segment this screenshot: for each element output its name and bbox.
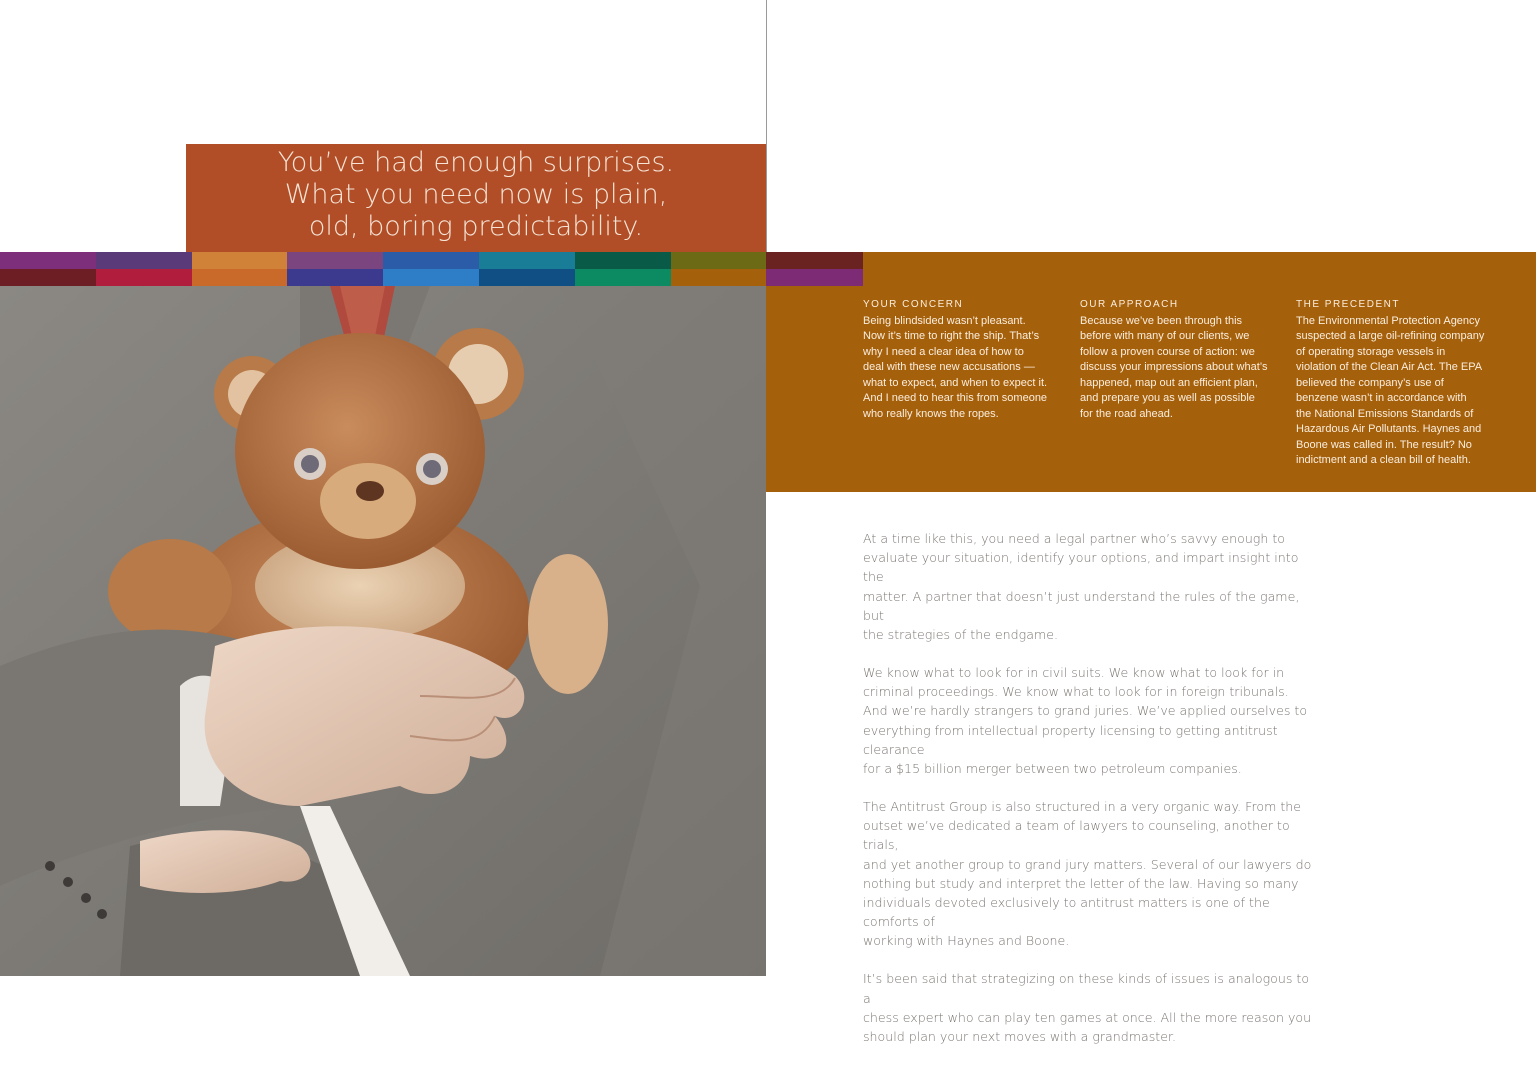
column-body [1296, 314, 1516, 469]
column-heading: OUR APPROACH [1080, 299, 1179, 310]
body-copy [863, 529, 1313, 1065]
headline [186, 147, 766, 243]
color-stripe-block [671, 252, 767, 269]
color-stripe-block [671, 269, 767, 286]
column-heading: THE PRECEDENT [1296, 299, 1400, 310]
color-stripe-block [96, 252, 192, 269]
body-paragraph [863, 969, 1313, 1046]
color-stripe-block [766, 269, 862, 286]
column-line: And I need to hear this from someone [863, 392, 1048, 404]
column-line: violation of the Clean Air Act. The EPA [1296, 361, 1483, 373]
body-line: working with Haynes and Boone. [863, 933, 1070, 949]
body-line: evaluate your situation, identify your options, and impart insight into the [863, 550, 1299, 585]
headline-panel [186, 144, 766, 252]
column-our-approach [1080, 297, 1285, 422]
column-line: benzene wasn’t in accordance with [1296, 392, 1467, 404]
column-line: believed the company’s use of [1296, 376, 1444, 389]
color-stripe-block [287, 269, 383, 286]
body-line: and yet another group to grand jury matters. Several of our lawyers do [863, 856, 1312, 872]
body-line: the strategies of the endgame. [863, 627, 1058, 643]
color-stripe-block [479, 252, 575, 269]
body-line: outset we’ve dedicated a team of lawyers to counseling, another to trials, [863, 818, 1290, 853]
column-line: and prepare you as well as possible [1080, 392, 1255, 404]
color-stripe-block [383, 269, 479, 286]
body-line: The Antitrust Group is also structured in a very organic way. From the [863, 799, 1302, 815]
column-line: Boone was called in. The result? No [1296, 438, 1472, 451]
body-line: should plan your next moves with a grandmaster. [863, 1029, 1177, 1045]
color-stripe-block [575, 252, 671, 269]
column-line: Because we’ve been through this [1080, 314, 1243, 327]
column-line: Hazardous Air Pollutants. Haynes and [1296, 423, 1482, 435]
page-spine-divider [766, 0, 767, 252]
headline-line: You’ve had enough surprises. [277, 147, 675, 178]
column-line: happened, map out an efficient plan, [1080, 376, 1258, 389]
body-line: nothing but study and interpret the letter of the law. Having so many [863, 875, 1299, 891]
color-stripes [0, 252, 862, 286]
column-heading: YOUR CONCERN [863, 299, 964, 310]
color-stripe-block [575, 269, 671, 286]
column-line: why I need a clear idea of how to [863, 345, 1024, 358]
column-line: Now it’s time to right the ship. That’s [863, 330, 1040, 342]
color-stripe-block [0, 252, 96, 269]
teddy-bear-photo [0, 286, 766, 976]
body-line: everything from intellectual property licensing to getting antitrust clearance [863, 722, 1278, 757]
body-line: individuals devoted exclusively to antitrust matters is one of the comforts of [863, 895, 1270, 930]
column-line: discuss your impressions about what’s [1080, 361, 1268, 373]
color-stripe-block [0, 269, 96, 286]
color-stripe-block [192, 252, 288, 269]
body-line: It’s been said that strategizing on these kinds of issues is analogous to a [863, 971, 1310, 1006]
body-line: At a time like this, you need a legal partner who’s savvy enough to [863, 531, 1285, 546]
column-line: before with many of our clients, we [1080, 330, 1250, 342]
body-line: for a $15 billion merger between two petroleum companies. [863, 761, 1242, 777]
body-paragraph [863, 797, 1313, 951]
color-stripe-block [383, 252, 479, 269]
column-line: of operating storage vessels in [1296, 345, 1446, 358]
body-line: chess expert who can play ten games at once. All the more reason you [863, 1009, 1312, 1025]
column-the-precedent [1296, 297, 1516, 469]
color-stripe-block [766, 252, 862, 269]
teddy-bear-illustration [0, 286, 766, 976]
body-paragraph [863, 529, 1313, 644]
body-line: criminal proceedings. We know what to look for in foreign tribunals. [863, 684, 1289, 700]
body-line: We know what to look for in civil suits. We know what to look for in [863, 665, 1285, 681]
column-line: suspected a large oil-refining company [1296, 330, 1485, 342]
body-line: And we’re hardly strangers to grand juries. We’ve applied ourselves to [863, 703, 1308, 719]
column-your-concern [863, 297, 1063, 422]
column-line: follow a proven course of action: we [1080, 345, 1255, 358]
headline-line: What you need now is plain, [284, 179, 668, 210]
column-line: who really knows the ropes. [863, 407, 999, 420]
body-line: matter. A partner that doesn’t just understand the rules of the game, but [863, 588, 1300, 623]
headline-line: old, boring predictability. [308, 211, 644, 242]
color-stripe-block [287, 252, 383, 269]
column-line: Being blindsided wasn’t pleasant. [863, 314, 1026, 327]
column-line: deal with these new accusations — [863, 361, 1035, 373]
column-body [863, 314, 1063, 423]
column-line: what to expect, and when to expect it. [863, 376, 1048, 389]
color-stripe-block [96, 269, 192, 286]
color-stripe-block [192, 269, 288, 286]
body-paragraph [863, 663, 1313, 778]
column-line: the National Emissions Standards of [1296, 407, 1474, 420]
color-stripe-block [479, 269, 575, 286]
column-body [1080, 314, 1285, 423]
column-line: for the road ahead. [1080, 407, 1173, 420]
column-line: indictment and a clean bill of health. [1296, 454, 1471, 466]
column-line: The Environmental Protection Agency [1296, 314, 1481, 327]
